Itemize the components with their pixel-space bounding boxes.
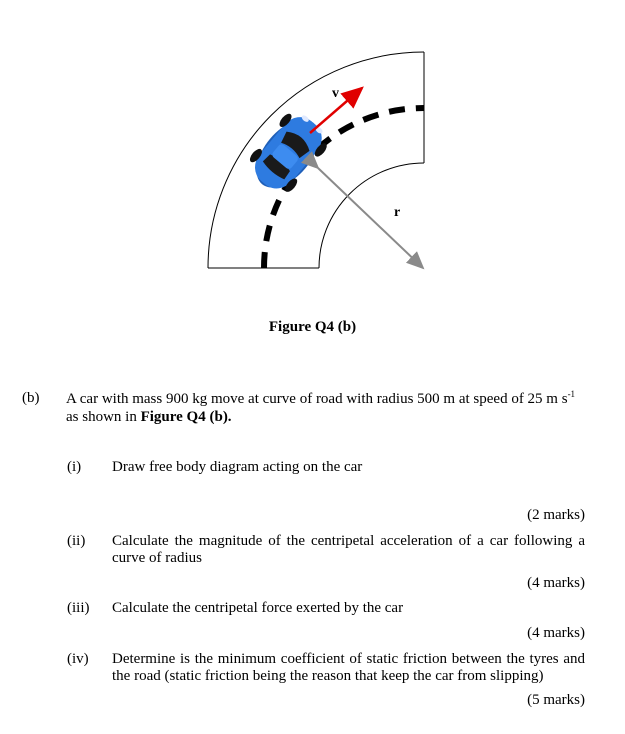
question-text-sup: -1: [567, 389, 576, 399]
question-text-figure-ref: Figure Q4 (b).: [140, 409, 232, 425]
part-iii-marks: (4 marks): [527, 625, 585, 641]
part-iv-marks: (5 marks): [527, 692, 585, 708]
road-curve-figure: [0, 0, 625, 310]
question-text-main: A car with mass 900 kg move at curve of road with radius 500 m at speed of 25 m s: [66, 391, 568, 407]
question-text-line2-prefix: as shown in: [66, 409, 141, 425]
part-ii-text: Calculate the magnitude of the centripetal acceleration of a car following a curve of radius: [112, 533, 585, 566]
road-outer-edge: [208, 52, 424, 268]
question-text: [66, 390, 591, 426]
part-iii-text: Calculate the centripetal force exerted by the car: [112, 600, 404, 616]
part-ii-label: (ii): [67, 533, 86, 549]
part-iii-label: (iii): [67, 600, 90, 616]
question-label: (b): [22, 390, 40, 406]
part-i-label: (i): [67, 459, 82, 475]
part-iv-label: (iv): [67, 651, 89, 667]
car-icon: [241, 105, 334, 201]
radius-arrow: [318, 168, 423, 268]
velocity-label: v: [332, 86, 339, 101]
part-iv-text: Determine is the minimum coefficient of static friction between the tyres and the road (static friction being the reason that keep the car from slipping): [112, 651, 585, 684]
part-i-text: Draw free body diagram acting on the car: [112, 459, 363, 475]
road-inner-edge: [319, 163, 424, 268]
figure-caption: Figure Q4 (b): [268, 319, 357, 335]
part-i-marks: (2 marks): [527, 507, 585, 523]
part-ii-marks: (4 marks): [527, 575, 585, 591]
radius-label: r: [394, 205, 401, 220]
